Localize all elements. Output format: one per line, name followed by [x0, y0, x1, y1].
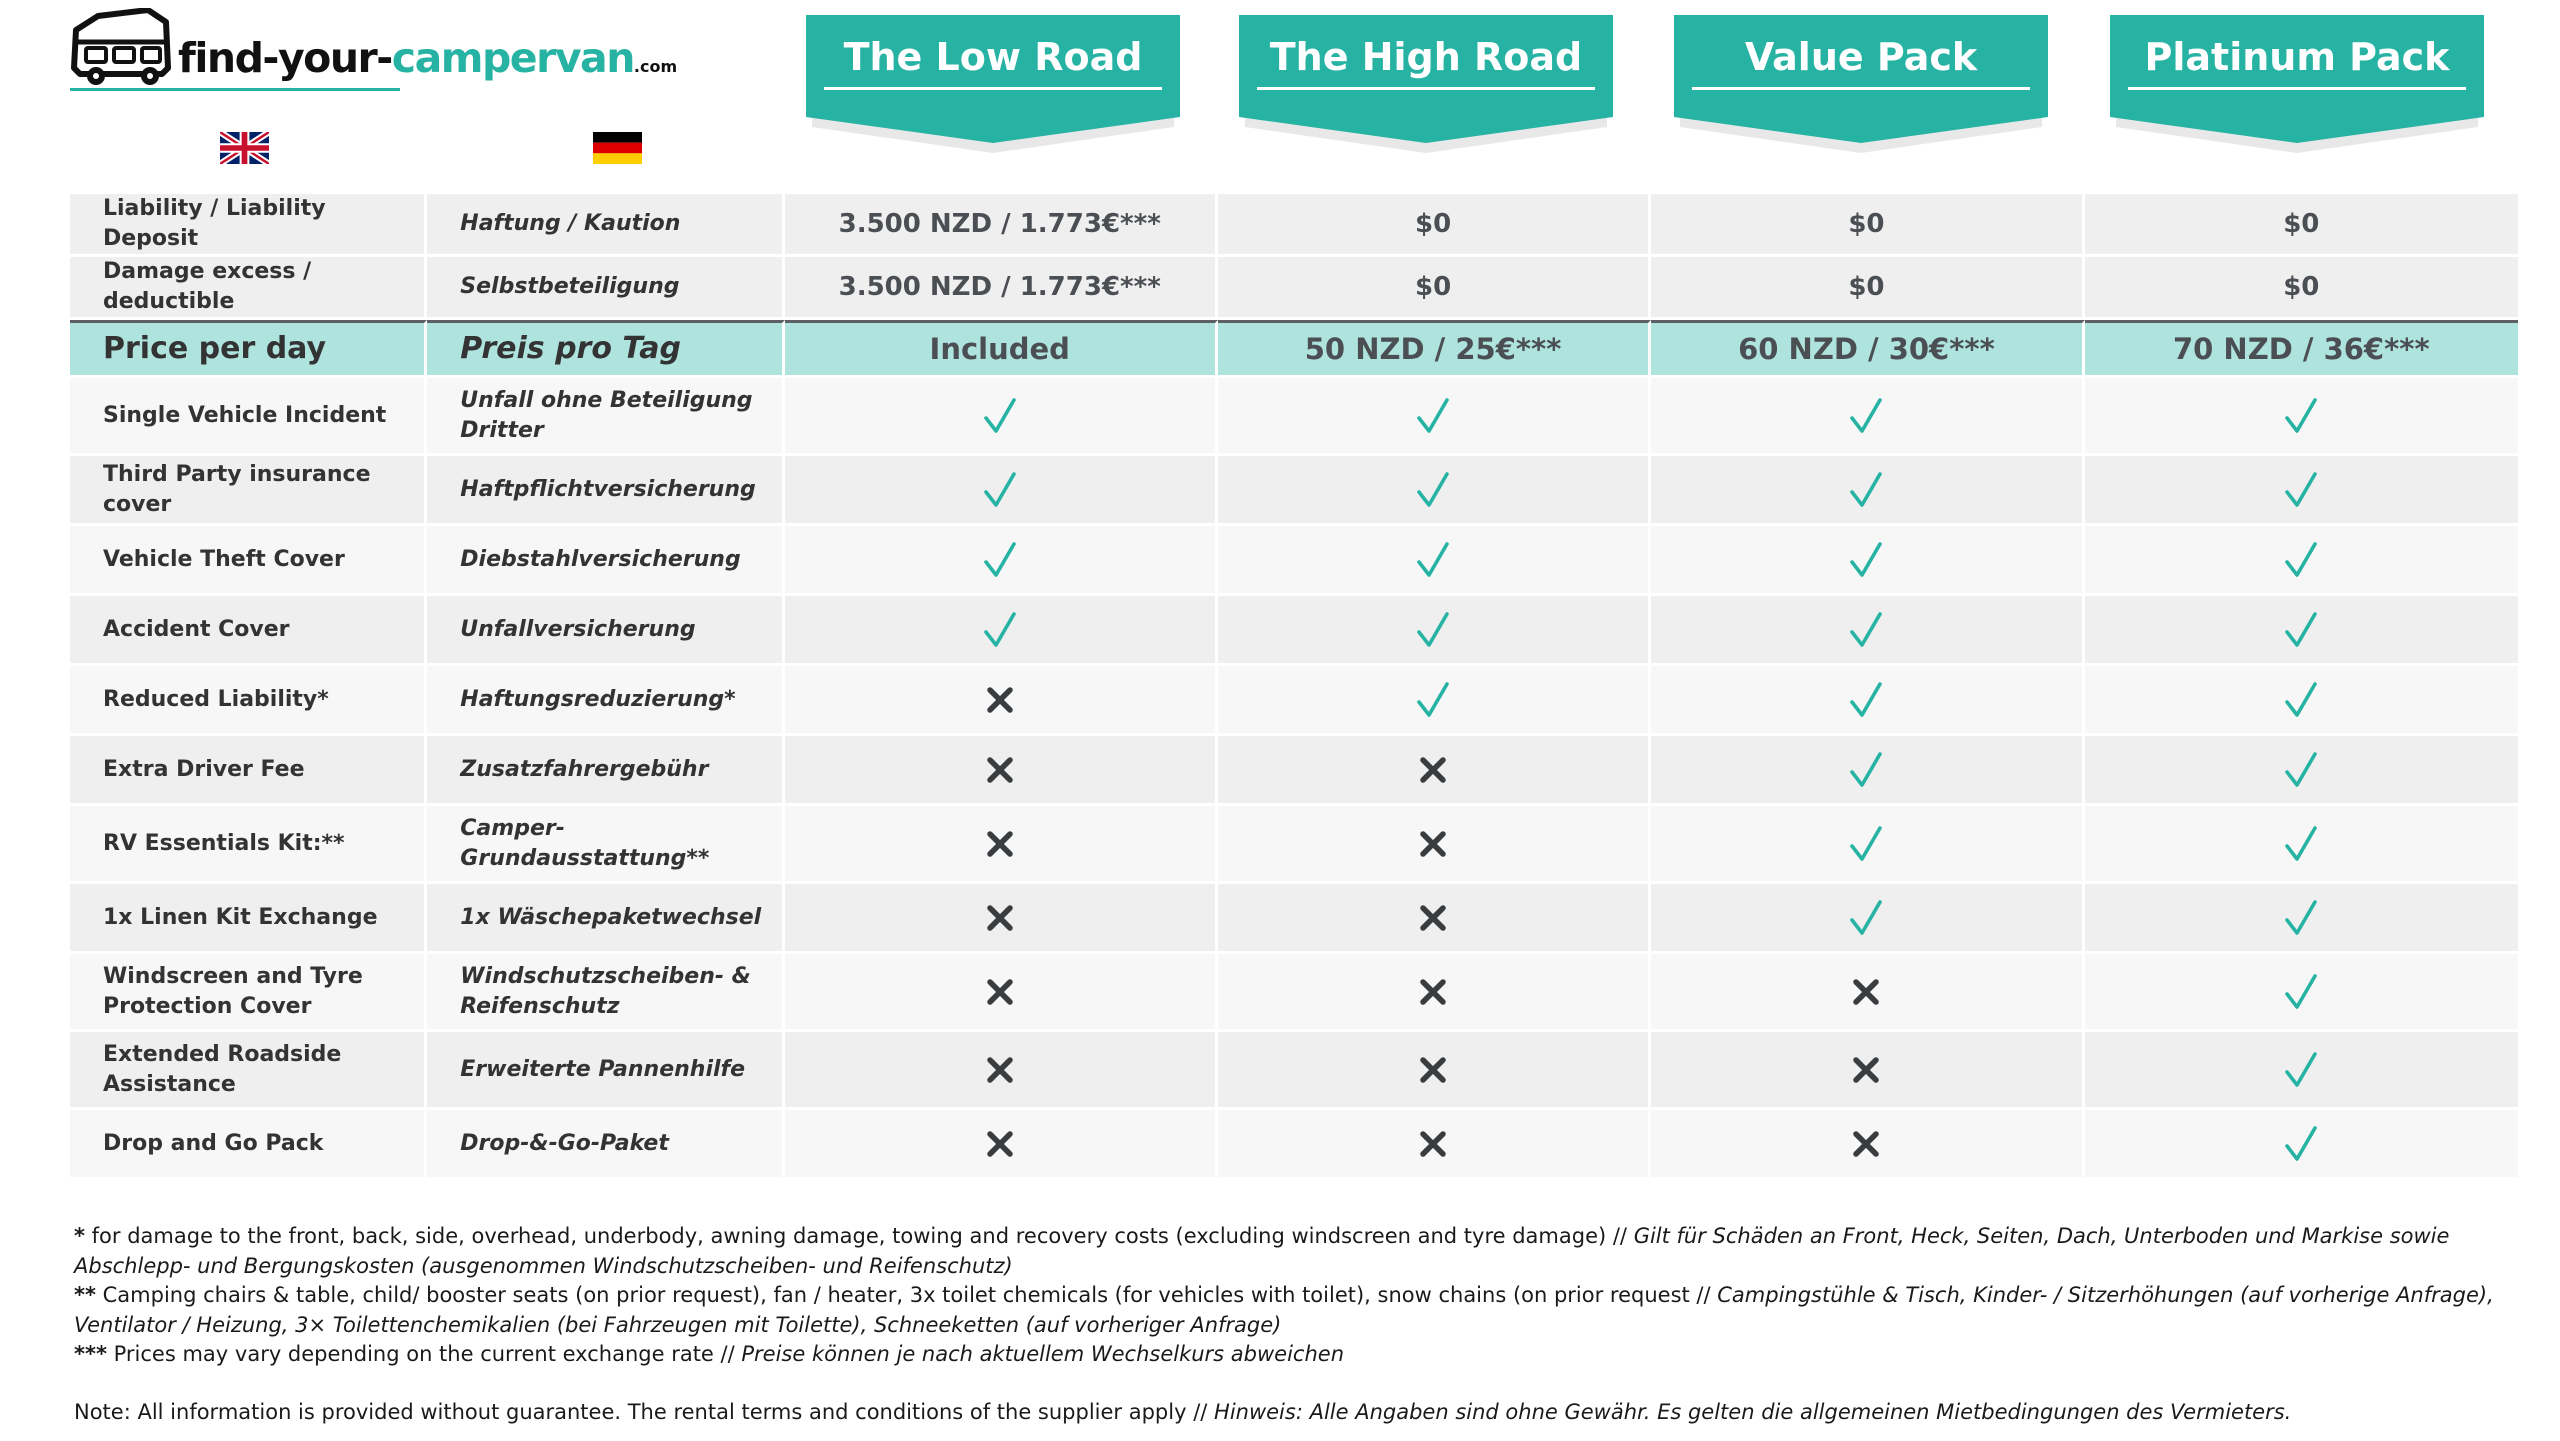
feature-row: [70, 736, 2518, 806]
footnote: [74, 1340, 2514, 1370]
cross-icon: [986, 755, 1014, 785]
banner-rule: [1692, 87, 2030, 90]
feature-label-en: Single Vehicle Incident: [70, 378, 427, 456]
feature-status-cell: [785, 884, 1218, 954]
checkmark-icon: [1849, 400, 1883, 430]
damage-excess-row: [70, 257, 2518, 320]
cross-icon: [1419, 755, 1447, 785]
row-label-en: Damage excess / deductible: [70, 257, 427, 320]
cross-icon: [986, 1055, 1014, 1085]
feature-status-cell: [785, 456, 1218, 526]
brand-logo[interactable]: [70, 8, 678, 94]
cross-icon: [1419, 1129, 1447, 1159]
package-banner-low-road: [806, 15, 1180, 155]
checkmark-icon: [983, 544, 1017, 574]
footnote-text-en: Camping chairs & table, child/ booster seats (on prior request), fan / heater, 3x toilet chemicals (for vehicles with toilet), snow chains (on prior request //: [95, 1283, 1718, 1307]
feature-row: [70, 1110, 2518, 1180]
feature-label-de: Unfall ohne Beteiligung Dritter: [427, 378, 784, 456]
brand-wordmark-part2: campervan: [391, 34, 634, 82]
feature-label-de: Unfallversicherung: [427, 596, 784, 666]
feature-status-cell: [785, 378, 1218, 456]
feature-status-cell: [1218, 1032, 1651, 1110]
feature-row: [70, 1032, 2518, 1110]
checkmark-icon: [2284, 614, 2318, 644]
feature-status-cell: [1651, 884, 2084, 954]
feature-status-cell: [1651, 456, 2084, 526]
feature-label-de: Haftungsreduzierung*: [427, 666, 784, 736]
banner-rule: [824, 87, 1162, 90]
checkmark-icon: [1849, 754, 1883, 784]
brand-wordmark: [178, 34, 677, 82]
feature-status-cell: [2085, 456, 2518, 526]
price-per-day-row: [70, 320, 2518, 378]
footnote-marker: **: [74, 1283, 96, 1307]
united-kingdom-flag-icon: [220, 132, 269, 164]
feature-status-cell: [1651, 666, 2084, 736]
feature-label-de: Haftpflichtversicherung: [427, 456, 784, 526]
checkmark-icon: [2284, 544, 2318, 574]
banner-rule: [1257, 87, 1595, 90]
germany-flag-icon: [593, 132, 642, 164]
checkmark-icon: [2284, 400, 2318, 430]
package-name-low-road: The Low Road: [843, 35, 1143, 79]
footnote-marker: *: [74, 1224, 85, 1248]
feature-status-cell: [1651, 806, 2084, 884]
checkmark-icon: [2284, 754, 2318, 784]
feature-label-en: Drop and Go Pack: [70, 1110, 427, 1180]
footnote: [74, 1281, 2514, 1340]
feature-row: [70, 596, 2518, 666]
checkmark-icon: [2284, 828, 2318, 858]
feature-status-cell: [1218, 456, 1651, 526]
feature-status-cell: [1218, 666, 1651, 736]
feature-status-cell: [785, 736, 1218, 806]
price-cell: 50 NZD / 25€***: [1218, 320, 1651, 378]
feature-label-de: 1x Wäschepaketwechsel: [427, 884, 784, 954]
feature-status-cell: [785, 596, 1218, 666]
brand-underline: [70, 88, 400, 91]
package-banner-platinum-pack: [2110, 15, 2484, 155]
checkmark-icon: [2284, 474, 2318, 504]
checkmark-icon: [2284, 976, 2318, 1006]
banner-rule: [2128, 87, 2466, 90]
feature-status-cell: [2085, 596, 2518, 666]
feature-label-en: Accident Cover: [70, 596, 427, 666]
feature-status-cell: [785, 526, 1218, 596]
feature-label-de: Erweiterte Pannenhilfe: [427, 1032, 784, 1110]
row-label-de: Selbstbeteiligung: [427, 257, 784, 320]
checkmark-icon: [1416, 684, 1450, 714]
checkmark-icon: [983, 400, 1017, 430]
feature-status-cell: [1651, 736, 2084, 806]
feature-label-de: Camper-Grundausstattung**: [427, 806, 784, 884]
footnote-text-de: Campingstühle & Tisch, Kinder- / Sitzerhöhungen (auf vorherige Anfrage), Ventilator / Heizung, 3× Toilettenchemikalien (bei Fahrzeugen mit Toilette), Schneeketten (auf vorheriger Anfrage): [74, 1283, 2494, 1337]
feature-label-en: 1x Linen Kit Exchange: [70, 884, 427, 954]
feature-row: [70, 806, 2518, 884]
feature-label-de: Drop-&-Go-Paket: [427, 1110, 784, 1180]
feature-status-cell: [2085, 526, 2518, 596]
feature-status-cell: [785, 1032, 1218, 1110]
feature-status-cell: [1651, 954, 2084, 1032]
feature-status-cell: [1651, 526, 2084, 596]
feature-label-en: Reduced Liability*: [70, 666, 427, 736]
feature-label-en: Extra Driver Fee: [70, 736, 427, 806]
value-cell: $0: [2085, 194, 2518, 257]
package-name-high-road: The High Road: [1269, 35, 1583, 79]
checkmark-icon: [2284, 684, 2318, 714]
cross-icon: [986, 977, 1014, 1007]
checkmark-icon: [983, 474, 1017, 504]
checkmark-icon: [1849, 544, 1883, 574]
value-cell: $0: [1651, 257, 2084, 320]
feature-status-cell: [785, 806, 1218, 884]
row-label-en: Price per day: [70, 320, 427, 378]
feature-row: [70, 526, 2518, 596]
feature-row: [70, 954, 2518, 1032]
row-label-de: Haftung / Kaution: [427, 194, 784, 257]
feature-status-cell: [1218, 1110, 1651, 1180]
footnote-text-en: for damage to the front, back, side, overhead, underbody, awning damage, towing and recovery costs (excluding windscreen and tyre damage) //: [84, 1224, 1634, 1248]
cross-icon: [986, 903, 1014, 933]
row-label-de: Preis pro Tag: [427, 320, 784, 378]
feature-status-cell: [785, 666, 1218, 736]
disclaimer-de: Hinweis: Alle Angaben sind ohne Gewähr. Es gelten die allgemeinen Mietbedingungen des Vermieters.: [1214, 1400, 2292, 1424]
feature-status-cell: [1218, 806, 1651, 884]
footnote-marker: ***: [74, 1342, 107, 1366]
feature-status-cell: [1218, 736, 1651, 806]
feature-row: [70, 456, 2518, 526]
campervan-icon: [70, 8, 174, 92]
package-banner-high-road: [1239, 15, 1613, 155]
value-cell: $0: [1651, 194, 2084, 257]
feature-label-en: Windscreen and Tyre Protection Cover: [70, 954, 427, 1032]
feature-status-cell: [1651, 1110, 2084, 1180]
feature-rows: [70, 378, 2518, 1180]
cross-icon: [986, 829, 1014, 859]
feature-status-cell: [2085, 736, 2518, 806]
feature-status-cell: [2085, 884, 2518, 954]
checkmark-icon: [2284, 1128, 2318, 1158]
package-comparison-table: [70, 194, 2518, 1180]
checkmark-icon: [983, 614, 1017, 644]
feature-status-cell: [1218, 526, 1651, 596]
checkmark-icon: [1849, 474, 1883, 504]
feature-label-en: RV Essentials Kit:**: [70, 806, 427, 884]
feature-label-en: Extended Roadside Assistance: [70, 1032, 427, 1110]
checkmark-icon: [1416, 474, 1450, 504]
package-banner-value-pack: [1674, 15, 2048, 155]
feature-status-cell: [1218, 884, 1651, 954]
checkmark-icon: [1416, 614, 1450, 644]
feature-status-cell: [1218, 596, 1651, 666]
disclaimer: [74, 1398, 2514, 1426]
feature-label-en: Vehicle Theft Cover: [70, 526, 427, 596]
footnote-text-de: Preise können je nach aktuellem Wechselkurs abweichen: [741, 1342, 1345, 1366]
cross-icon: [986, 1129, 1014, 1159]
checkmark-icon: [1849, 902, 1883, 932]
feature-row: [70, 666, 2518, 736]
cross-icon: [1419, 977, 1447, 1007]
footnotes: [74, 1222, 2514, 1370]
feature-status-cell: [2085, 1110, 2518, 1180]
cross-icon: [986, 685, 1014, 715]
price-cell: Included: [785, 320, 1218, 378]
feature-status-cell: [2085, 806, 2518, 884]
feature-row: [70, 378, 2518, 456]
feature-status-cell: [2085, 1032, 2518, 1110]
row-label-en: Liability / Liability Deposit: [70, 194, 427, 257]
feature-label-de: Diebstahlversicherung: [427, 526, 784, 596]
feature-status-cell: [785, 954, 1218, 1032]
disclaimer-en: Note: All information is provided without guarantee. The rental terms and conditions of the supplier apply //: [74, 1400, 1215, 1424]
feature-label-de: Zusatzfahrergebühr: [427, 736, 784, 806]
feature-status-cell: [1651, 596, 2084, 666]
brand-wordmark-part1: find-your-: [178, 34, 392, 82]
feature-row: [70, 884, 2518, 954]
checkmark-icon: [1849, 614, 1883, 644]
cross-icon: [1852, 1055, 1880, 1085]
checkmark-icon: [2284, 902, 2318, 932]
price-cell: 70 NZD / 36€***: [2085, 320, 2518, 378]
feature-status-cell: [1651, 1032, 2084, 1110]
value-cell: $0: [1218, 194, 1651, 257]
feature-label-de: Windschutzscheiben- & Reifenschutz: [427, 954, 784, 1032]
checkmark-icon: [2284, 1054, 2318, 1084]
feature-status-cell: [1218, 954, 1651, 1032]
value-cell: $0: [1218, 257, 1651, 320]
liability-deposit-row: [70, 194, 2518, 257]
footnote-text-en: Prices may vary depending on the current exchange rate //: [106, 1342, 742, 1366]
cross-icon: [1419, 903, 1447, 933]
feature-label-en: Third Party insurance cover: [70, 456, 427, 526]
cross-icon: [1852, 977, 1880, 1007]
package-name-platinum-pack: Platinum Pack: [2144, 35, 2450, 79]
feature-status-cell: [2085, 954, 2518, 1032]
value-cell: 3.500 NZD / 1.773€***: [785, 194, 1218, 257]
feature-status-cell: [1218, 378, 1651, 456]
footnote: [74, 1222, 2514, 1281]
feature-status-cell: [2085, 378, 2518, 456]
value-cell: $0: [2085, 257, 2518, 320]
price-cell: 60 NZD / 30€***: [1651, 320, 2084, 378]
checkmark-icon: [1416, 544, 1450, 574]
checkmark-icon: [1849, 684, 1883, 714]
value-cell: 3.500 NZD / 1.773€***: [785, 257, 1218, 320]
feature-status-cell: [785, 1110, 1218, 1180]
cross-icon: [1419, 829, 1447, 859]
checkmark-icon: [1416, 400, 1450, 430]
brand-wordmark-tld: .com: [633, 57, 678, 76]
feature-status-cell: [1651, 378, 2084, 456]
package-name-value-pack: Value Pack: [1744, 35, 1978, 79]
checkmark-icon: [1849, 828, 1883, 858]
cross-icon: [1852, 1129, 1880, 1159]
footnote-text-de: Gilt für Schäden an Front, Heck, Seiten, Dach, Unterboden und Markise sowie Abschlepp- und Bergungskosten (ausgenommen Windschutzscheiben- und Reifenschutz): [74, 1224, 2450, 1278]
feature-status-cell: [2085, 666, 2518, 736]
cross-icon: [1419, 1055, 1447, 1085]
